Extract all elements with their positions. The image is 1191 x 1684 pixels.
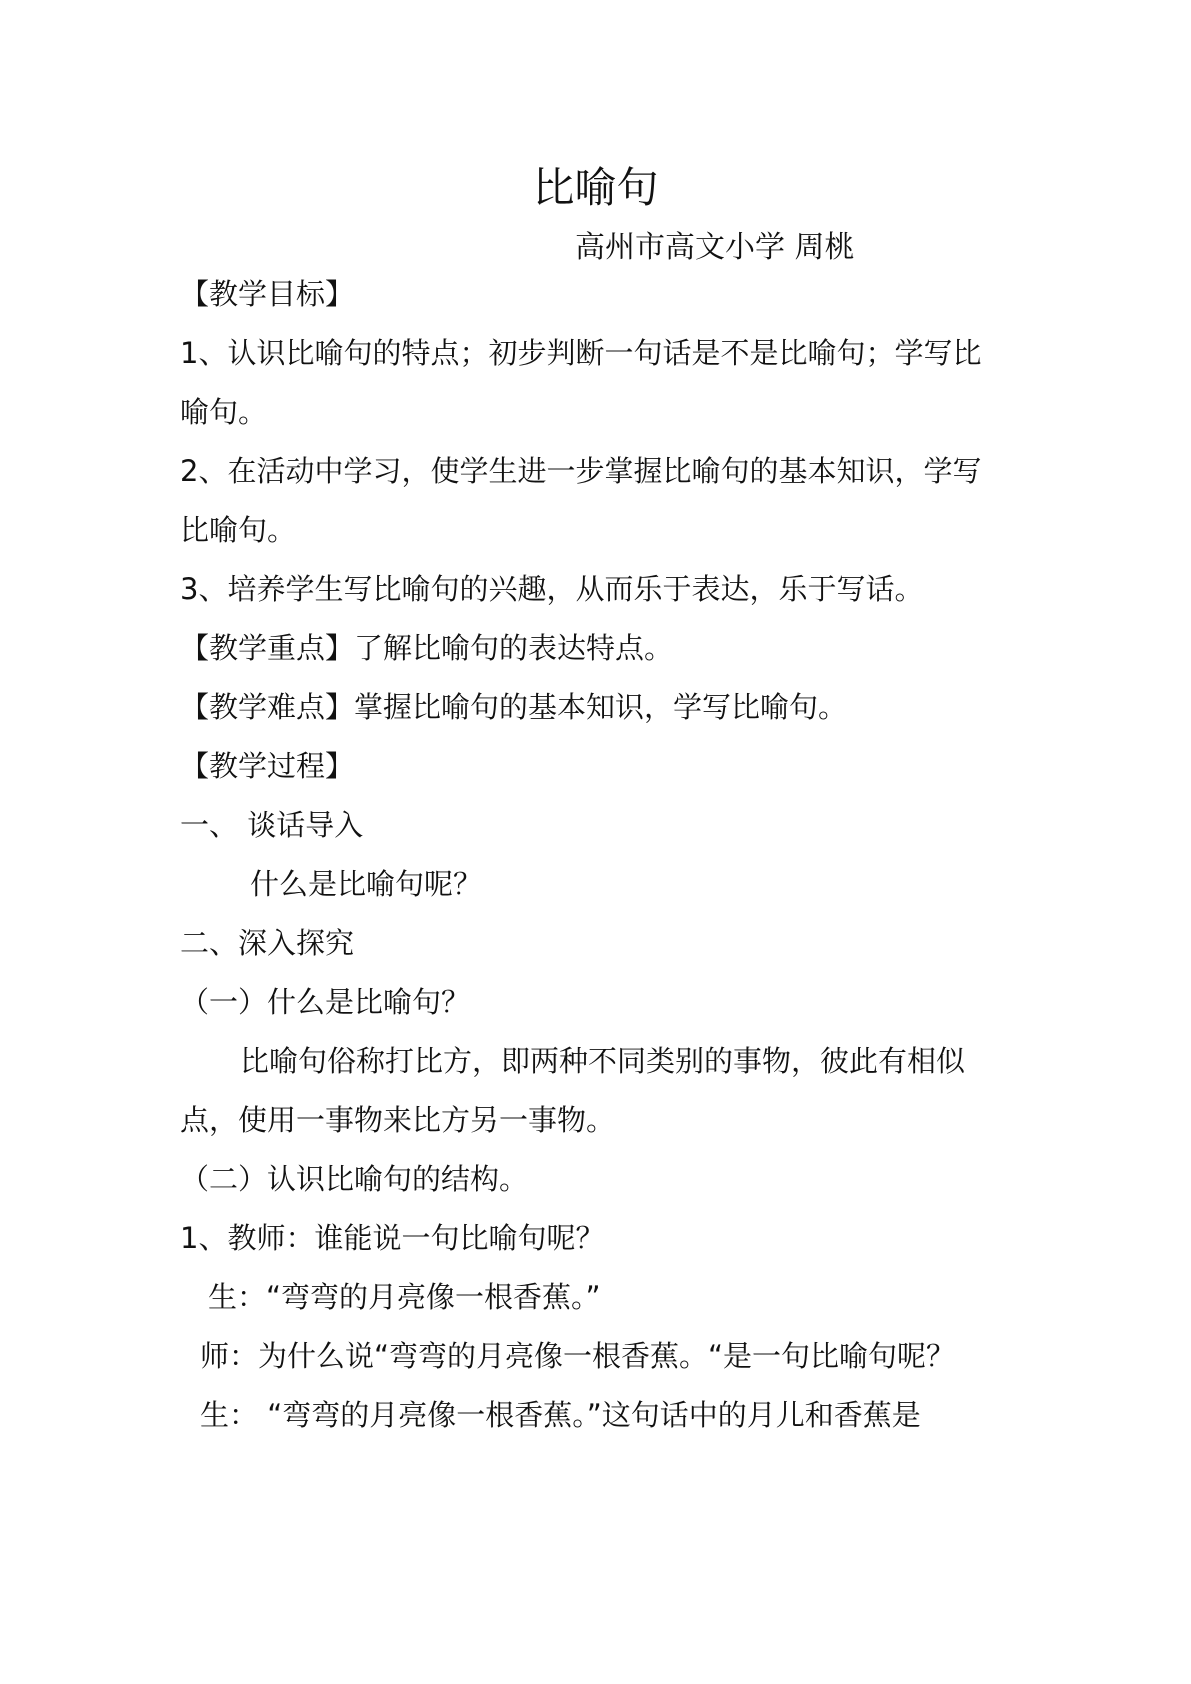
subsection-1-heading: （一）什么是比喻句？ [180, 985, 471, 1019]
teacher-followup: 师：为什么说“弯弯的月亮像一根香蕉。“是一句比喻句呢？ [200, 1339, 956, 1373]
objective-1-line-2: 喻句。 [180, 395, 268, 429]
student-answer-2: 生： “弯弯的月亮像一根香蕉。”这句话中的月儿和香蕉是 [200, 1398, 921, 1432]
key-point: 【教学重点】了解比喻句的表达特点。 [180, 631, 674, 665]
subsection-2-heading: （二）认识比喻句的结构。 [180, 1162, 529, 1196]
definition-line-1: 比喻句俗称打比方，即两种不同类别的事物，彼此有相似 [240, 1044, 966, 1078]
objective-2-line-1: 2、在活动中学习，使学生进一步掌握比喻句的基本知识，学写 [180, 454, 982, 488]
section-heading-process: 【教学过程】 [180, 749, 355, 783]
document-title: 比喻句 [532, 163, 659, 212]
document-author: 高州市高文小学 周桃 [575, 230, 855, 265]
step-2-heading: 二、深入探究 [180, 926, 355, 960]
difficult-point: 【教学难点】掌握比喻句的基本知识，学写比喻句。 [180, 690, 848, 724]
objective-3: 3、培养学生写比喻句的兴趣，从而乐于表达，乐于写话。 [180, 572, 924, 606]
objective-1-line-1: 1、认识比喻句的特点；初步判断一句话是不是比喻句；学写比 [180, 336, 982, 370]
step-1-question: 什么是比喻句呢？ [250, 867, 483, 901]
student-answer-1: 生：“弯弯的月亮像一根香蕉。” [208, 1280, 601, 1314]
section-heading-objectives: 【教学目标】 [180, 277, 355, 311]
step-1-heading: 一、 谈话导入 [180, 808, 364, 842]
definition-line-2: 点，使用一事物来比方另一事物。 [180, 1103, 616, 1137]
teacher-question: 1、教师：谁能说一句比喻句呢？ [180, 1221, 605, 1255]
objective-2-line-2: 比喻句。 [180, 513, 297, 547]
